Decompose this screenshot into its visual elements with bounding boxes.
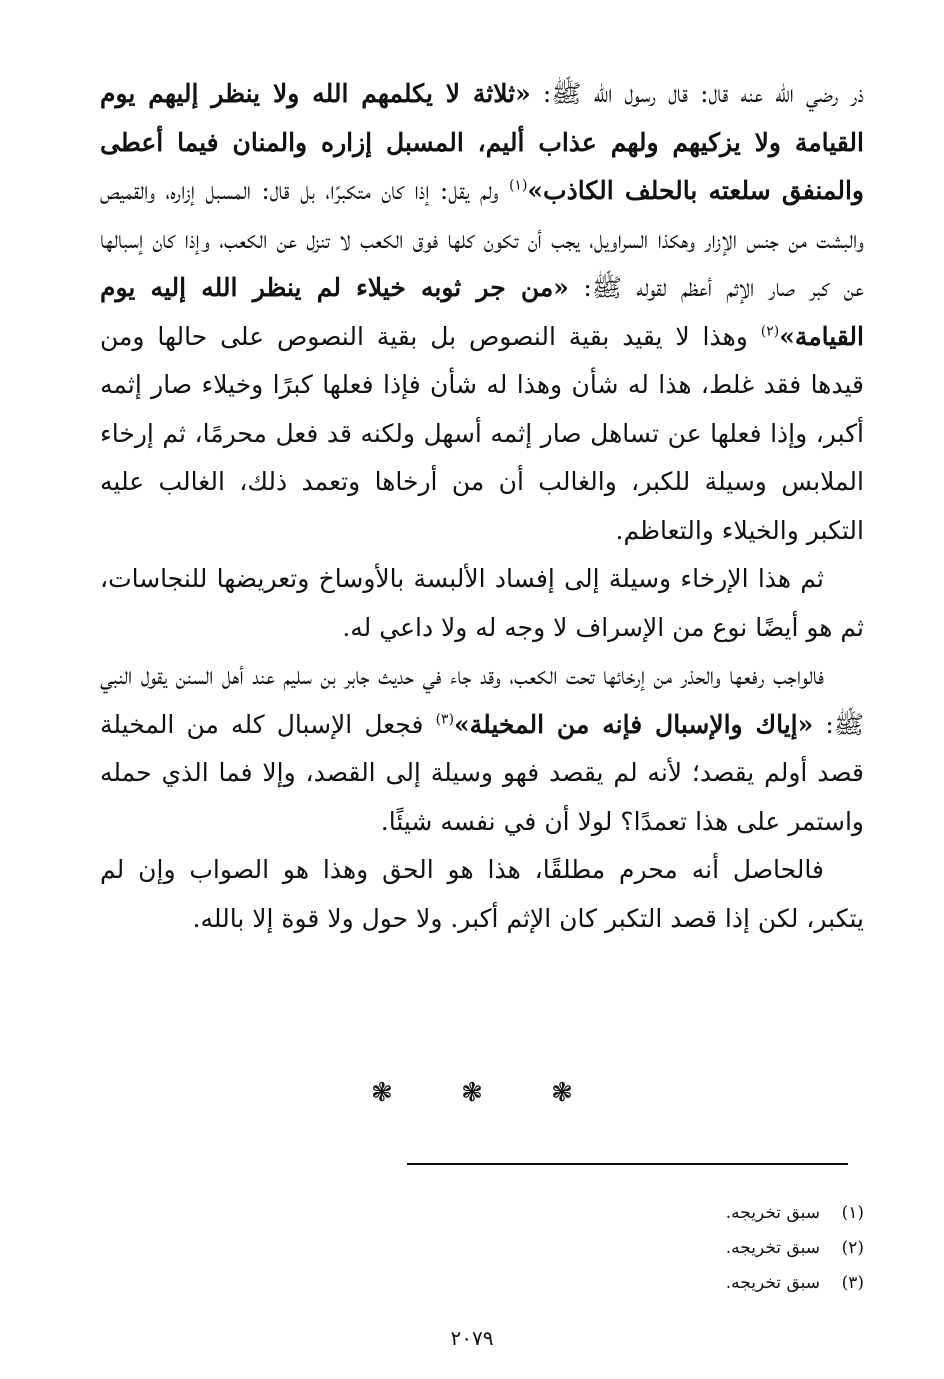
hadith-quote: «من جر ثوبه خيلاء لم ينظر الله إليه يوم القيامة» (100, 273, 864, 351)
star-ornament: ❃ (461, 1078, 483, 1108)
body-text: فالواجب رفعها والحذر من إرخائها تحت الكعب، وقد جاء في حديث جابر بن سليم عند أهل السنن يقول النبي ﷺ: (100, 661, 864, 739)
section-separator (0, 1078, 944, 1108)
paragraph (100, 70, 864, 555)
body-text: وهذا لا يقيد بقية النصوص بل بقية النصوص على حالها ومن قيدها فقد غلط، هذا له شأن وهذا له شأن فإذا فعلها كبرًا وخيلاء صار إثمه أكبر، وإذا فعلها عن تساهل صار إثمه أسهل ولكنه قد فعل محرمًا، ثم إرخاء الملابس وسيلة للكبر، والغالب أن من أرخاها وتعمد ذلك، الغالب عليه التكبر والخيلاء والتعاظم. (100, 321, 864, 545)
footnote-number: (٢) (841, 1238, 864, 1258)
body-text: فجعل الإسبال كله من المخيلة قصد أولم يقصد؛ لأنه لم يقصد فهو وسيلة إلى القصد، وإلا فما الذي حمله واستمر على هذا تعمدًا؟ لولا أن في نفسه شيئًا. (100, 709, 864, 836)
footnotes (726, 1196, 864, 1301)
body-text: ذر رضي الله عنه قال: قال رسول الله ﷺ: (530, 79, 864, 108)
body-text: فالحاصل أنه محرم مطلقًا، هذا هو الحق وهذا هو الصواب وإن لم يتكبر، لكن إذا قصد التكبر كان الإثم أكبر. ولا حول ولا قوة إلا بالله. (100, 855, 864, 933)
footnote-number: (٣) (841, 1273, 864, 1293)
footnote-text: سبق تخريجه. (725, 1273, 820, 1293)
footnote (726, 1196, 864, 1231)
paragraph (100, 555, 864, 652)
footnote-text: سبق تخريجه. (725, 1203, 820, 1223)
footnote (726, 1266, 864, 1301)
body-text: ولم يقل: إذا كان متكبرًا، بل قال: المسبل إزاره، والقميص والبشت من جنس الإزار وهكذا السراويل، يجب أن تكون كلها فوق الكعب لا تنزل عن الكعب، وإذا كان إسبالها عن كبر صار الإثم أعظم لقوله ﷺ: (100, 176, 865, 302)
star-ornament: ❃ (551, 1078, 573, 1108)
footnote-ref: (١) (508, 177, 528, 194)
page-number: ٢٠٧٩ (450, 1326, 494, 1350)
footnote-ref: (٢) (760, 323, 780, 340)
footnote-text: سبق تخريجه. (725, 1238, 820, 1258)
footnote-divider (407, 1163, 848, 1165)
body-text: ثم هذا الإرخاء وسيلة إلى إفساد الألبسة بالأوساخ وتعريضها للنجاسات، ثم هو أيضًا نوع من الإسراف لا وجه له ولا داعي له. (100, 564, 864, 642)
star-ornament: ❃ (371, 1078, 393, 1108)
main-text (100, 70, 864, 943)
footnote (726, 1231, 864, 1266)
hadith-quote: «ثلاثة لا يكلمهم الله ولا ينظر إليهم يوم القيامة ولا يزكيهم ولهم عذاب أليم، المسبل إزاره والمنان فيما أعطى والمنفق سلعته بالحلف الكاذب» (100, 79, 864, 205)
paragraph (100, 846, 864, 943)
hadith-quote: «إياك والإسبال فإنه من المخيلة» (454, 709, 814, 739)
paragraph (100, 652, 864, 846)
footnote-ref: (٣) (435, 711, 455, 728)
footnote-number: (١) (841, 1203, 864, 1223)
